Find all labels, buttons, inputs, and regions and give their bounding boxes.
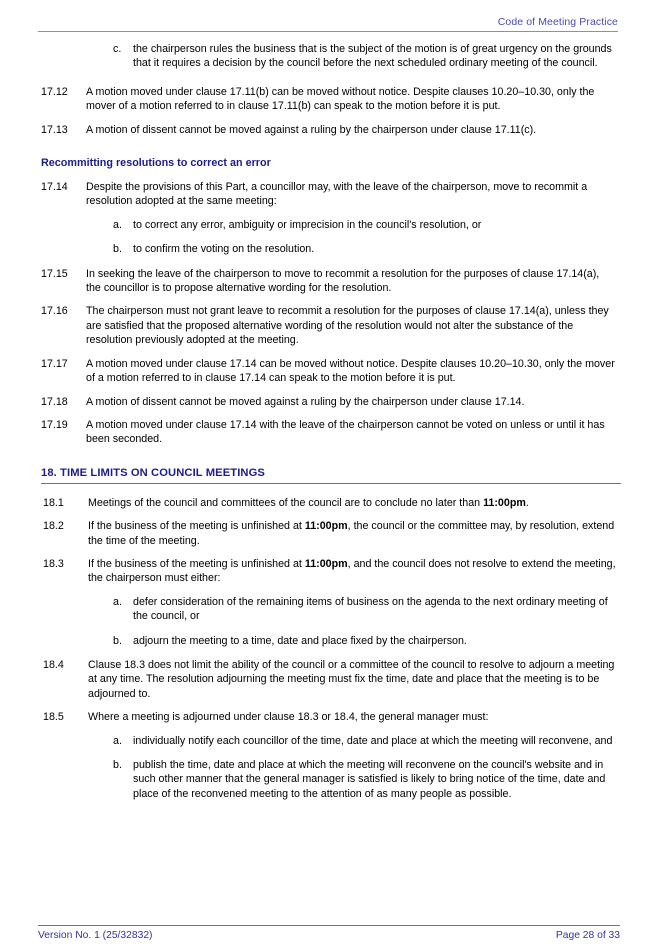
list-item-text: individually notify each councillor of the time, date and place at which the meeting will reconvene, and bbox=[133, 734, 613, 747]
clause-text-part: . bbox=[525, 496, 529, 509]
clause-17-16 bbox=[0, 304, 656, 347]
clause-text-part: If the business of the meeting is unfinished at bbox=[88, 557, 305, 570]
clause-text: In seeking the leave of the chairperson to move to recommit a resolution for the purposes of clause 17.14(a), the councillor is to propose alternative wording for the resolution. bbox=[86, 267, 600, 295]
list-item-text: publish the time, date and place at which the meeting will reconvene on the council's website and in such other manner that the general manager is satisfied is likely to bring notice of the time, date and place of the reconvened meeting to the attention of as many people as possible. bbox=[133, 759, 606, 800]
list-marker: a. bbox=[113, 734, 122, 747]
clause-number: 18.3 bbox=[43, 557, 64, 570]
subsection-heading-recommitting: Recommitting resolutions to correct an error bbox=[41, 157, 271, 170]
clause-text: Where a meeting is adjourned under clause 18.3 or 18.4, the general manager must: bbox=[88, 711, 489, 724]
list-item-text: to confirm the voting on the resolution. bbox=[133, 243, 315, 256]
header-divider bbox=[38, 31, 618, 32]
list-marker: c. bbox=[113, 43, 122, 55]
list-item-text: defer consideration of the remaining items of business on the agenda to the next ordinary meeting of the council, or bbox=[133, 595, 608, 623]
clause-17-19 bbox=[0, 418, 656, 447]
page-header bbox=[38, 12, 618, 30]
clause-17-17 bbox=[0, 357, 656, 386]
list-item-text: adjourn the meeting to a time, date and place fixed by the chairperson. bbox=[133, 634, 467, 647]
clause-text bbox=[88, 519, 625, 548]
list-item bbox=[0, 734, 656, 748]
clause-text: Clause 18.3 does not limit the ability of the council or a committee of the council to resolve to adjourn a meeting at any time. The resolution adjourning the meeting must fix the time, date and place that the meeting is to be adjourned to. bbox=[88, 658, 615, 700]
clause-18-5 bbox=[0, 710, 656, 724]
clause-17-14 bbox=[0, 180, 656, 209]
clause-17-15 bbox=[0, 267, 656, 296]
clause-number: 17.17 bbox=[41, 357, 68, 370]
clause-text: Despite the provisions of this Part, a councillor may, with the leave of the chairperson, move to recommit a resolution adopted at the same meeting: bbox=[86, 181, 588, 208]
clause-number: 17.19 bbox=[41, 418, 68, 431]
spacer bbox=[0, 456, 656, 466]
clause-text: A motion moved under clause 17.11(b) can be moved without notice. Despite clauses 10.20–10.30, only the mover of a motion referred to in clause 17.11(b) can speak to the motion before it is put. bbox=[86, 85, 595, 113]
list-item bbox=[0, 218, 656, 232]
clause-18-2 bbox=[0, 519, 656, 548]
clause-text: A motion of dissent cannot be moved against a ruling by the chairperson under clause 17.11(c). bbox=[86, 123, 537, 136]
clause-number: 18.1 bbox=[43, 496, 64, 509]
list-item bbox=[0, 242, 656, 256]
list-marker: b. bbox=[113, 634, 122, 647]
clause-text: A motion moved under clause 17.14 can be moved without notice. Despite clauses 10.20–10.30, only the mover of a motion referred to in clause 17.14 can speak to the motion before it is put. bbox=[86, 357, 615, 385]
list-item-text: the chairperson rules the business that is the subject of the motion is of great urgency on the grounds that it requires a decision by the council before the next scheduled ordinary meeting of the council. bbox=[133, 43, 612, 70]
clause-number: 18.2 bbox=[43, 520, 64, 533]
page-footer bbox=[38, 929, 620, 943]
clause-text-bold: 11:00pm bbox=[304, 557, 348, 570]
footer-page-number: Page 28 of 33 bbox=[555, 930, 620, 941]
clause-17-18 bbox=[0, 395, 656, 409]
clause-text-part: , and the council does not resolve to extend the meeting, the chairperson must either: bbox=[88, 557, 616, 585]
clause-17-12 bbox=[0, 85, 656, 114]
clause-text-part: , the council or the committee may, by resolution, extend the time of the meeting. bbox=[88, 520, 615, 547]
clause-text bbox=[88, 557, 625, 586]
list-item bbox=[0, 758, 656, 801]
document-body bbox=[0, 42, 656, 811]
list-item bbox=[0, 595, 656, 624]
clause-text-part: If the business of the meeting is unfinished at bbox=[88, 520, 305, 533]
clause-text: The chairperson must not grant leave to recommit a resolution for the purposes of clause 17.14(a), unless they are satisfied that the proposed alternative wording of the resolution would not alter the substance of the resolution previously adopted at the meeting. bbox=[86, 305, 609, 347]
clause-number: 18.4 bbox=[43, 658, 64, 671]
clause-text-part: Meetings of the council and committees of the council are to conclude no later than bbox=[88, 496, 484, 509]
spacer bbox=[0, 146, 656, 156]
clause-text bbox=[88, 496, 625, 510]
list-item-text: to correct any error, ambiguity or imprecision in the council's resolution, or bbox=[133, 218, 482, 231]
clause-18-1 bbox=[0, 496, 656, 510]
clause-number: 17.15 bbox=[41, 267, 68, 280]
clause-text: A motion moved under clause 17.14 with the leave of the chairperson cannot be voted on unless or until it has been seconded. bbox=[86, 418, 605, 446]
list-marker: b. bbox=[113, 759, 122, 771]
clause-text-bold: 11:00pm bbox=[304, 520, 348, 533]
clause-number: 17.12 bbox=[41, 85, 68, 98]
clause-number: 17.14 bbox=[41, 181, 68, 194]
list-item bbox=[0, 634, 656, 648]
footer-version: Version No. 1 (25/32832) bbox=[38, 930, 153, 941]
list-marker: a. bbox=[113, 595, 122, 608]
clause-number: 17.16 bbox=[41, 305, 68, 318]
section-divider bbox=[41, 483, 621, 484]
footer-divider bbox=[38, 925, 620, 926]
clause-number: 17.13 bbox=[41, 123, 68, 136]
clause-18-3 bbox=[0, 557, 656, 586]
clause-text: A motion of dissent cannot be moved against a ruling by the chairperson under clause 17.14. bbox=[86, 395, 525, 408]
section-heading-18: 18. TIME LIMITS ON COUNCIL MEETINGS bbox=[41, 466, 265, 479]
clause-18-4 bbox=[0, 658, 656, 701]
clause-17-13 bbox=[0, 123, 656, 137]
clause-text-bold: 11:00pm bbox=[483, 496, 526, 509]
list-item bbox=[0, 42, 656, 71]
section-heading-18-wrapper bbox=[0, 466, 656, 484]
header-title: Code of Meeting Practice bbox=[497, 16, 618, 28]
clause-number: 18.5 bbox=[43, 711, 64, 724]
list-marker: b. bbox=[113, 243, 122, 256]
clause-number: 17.18 bbox=[41, 395, 68, 408]
list-marker: a. bbox=[113, 218, 122, 231]
